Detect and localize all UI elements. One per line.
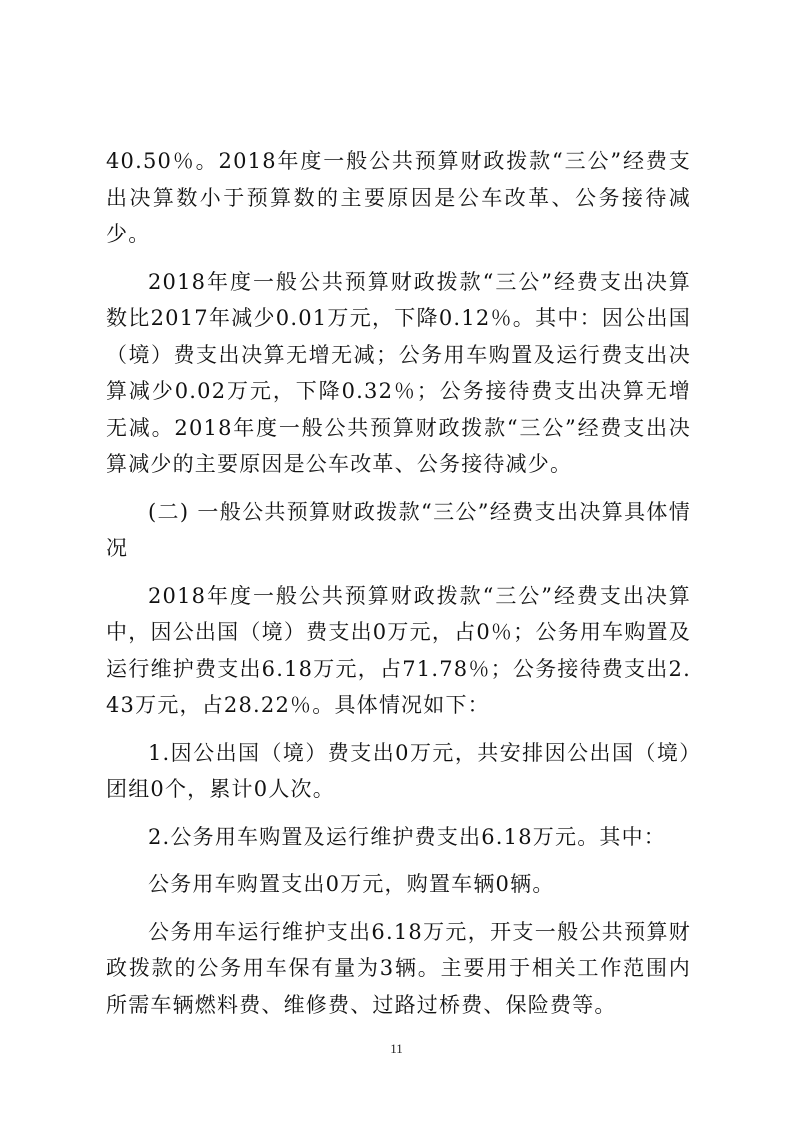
paragraph-overseas-travel: 1.因公出国（境）费支出0万元，共安排因公出国（境）团组0个，累计0人次。 bbox=[106, 740, 691, 801]
paragraph-vehicle-operation: 公务用车运行维护支出6.18万元，开支一般公共预算财政拨款的公务用车保有量为3辆。主要用于相关工作范围内所需车辆燃料费、维修费、过路过桥费、保险费等。 bbox=[106, 919, 691, 1017]
section-heading-three-public-details: (二) 一般公共预算财政拨款“三公”经费支出决算具体情况 bbox=[106, 499, 691, 560]
paragraph-budget-variance-reason: 40.50％。2018年度一般公共预算财政拨款“三公”经费支出决算数小于预算数的主要原因是公车改革、公务接待减少。 bbox=[106, 149, 691, 246]
page-number: 11 bbox=[390, 1041, 403, 1056]
paragraph-vehicle-purchase: 公务用车购置支出0万元，购置车辆0辆。 bbox=[148, 872, 555, 896]
paragraph-expense-breakdown: 2018年度一般公共预算财政拨款“三公”经费支出决算中，因公出国（境）费支出0万元，占0％；公务用车购置及运行维护费支出6.18万元，占71.78％；公务接待费支出2.43万元，占28.22％。具体情况如下： bbox=[106, 583, 691, 717]
paragraph-yearly-comparison: 2018年度一般公共预算财政拨款“三公”经费支出决算数比2017年减少0.01万元，下降0.12％。其中：因公出国（境）费支出决算无增无减；公务用车购置及运行费支出决算减少0.02万元，下降0.32％；公务接待费支出决算无增无减。2018年度一般公共预算财政拨款“三公”经费支出决算减少的主要原因是公车改革、公务接待减少。 bbox=[106, 269, 691, 476]
page-body bbox=[106, 143, 691, 1034]
paragraph-vehicle-expense: 2.公务用车购置及运行维护费支出6.18万元。其中： bbox=[148, 824, 666, 849]
